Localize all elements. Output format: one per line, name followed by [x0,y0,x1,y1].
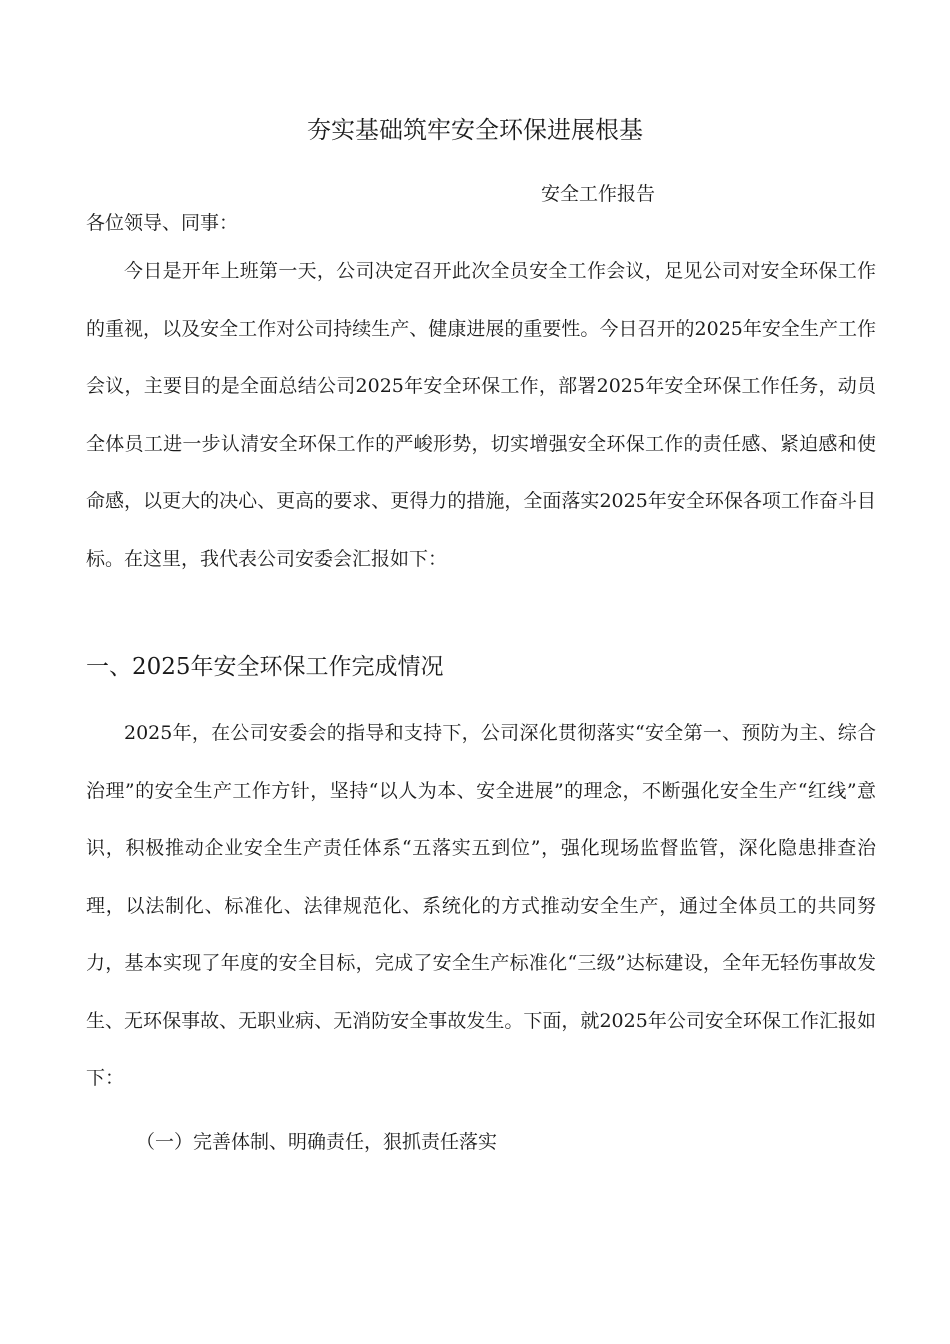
document-title: 夯实基础筑牢安全环保进展根基 [307,116,643,144]
section-heading-1: 一、2025年安全环保工作完成情况 [86,654,444,680]
section-1-paragraph: 2025年，在公司安委会的指导和支持下，公司深化贯彻落实“安全第一、预防为主、综合治理”的安全生产工作方针，坚持“以人为本、安全进展”的理念，不断强化安全生产“红线”意识，积极推动企业安全生产责任体系“五落实五到位”，强化现场监督监管，深化隐患排查治理，以法制化、标准化、法律规范化、系统化的方式推动安全生产，通过全体员工的共同努力，基本实现了年度的安全目标，完成了安全生产标准化“三级”达标建设，全年无轻伤事故发生、无环保事故、无职业病、无消防安全事故发生。下面，就2025年公司安全环保工作汇报如下： [86,722,876,1089]
subsection-heading-1: （一）完善体制、明确责任，狠抓责任落实 [136,1131,498,1153]
document-subtitle: 安全工作报告 [541,183,656,205]
salutation: 各位领导、同事： [86,212,239,234]
intro-paragraph: 今日是开年上班第一天，公司决定召开此次全员安全工作会议，足见公司对安全环保工作的重视，以及安全工作对公司持续生产、健康进展的重要性。今日召开的2025年安全生产工作会议，主要目的是全面总结公司2025年安全环保工作，部署2025年安全环保工作任务，动员全体员工进一步认清安全环保工作的严峻形势，切实增强安全环保工作的责任感、紧迫感和使命感，以更大的决心、更高的要求、更得力的措施，全面落实2025年安全环保各项工作奋斗目标。在这里，我代表公司安委会汇报如下： [86,260,876,570]
